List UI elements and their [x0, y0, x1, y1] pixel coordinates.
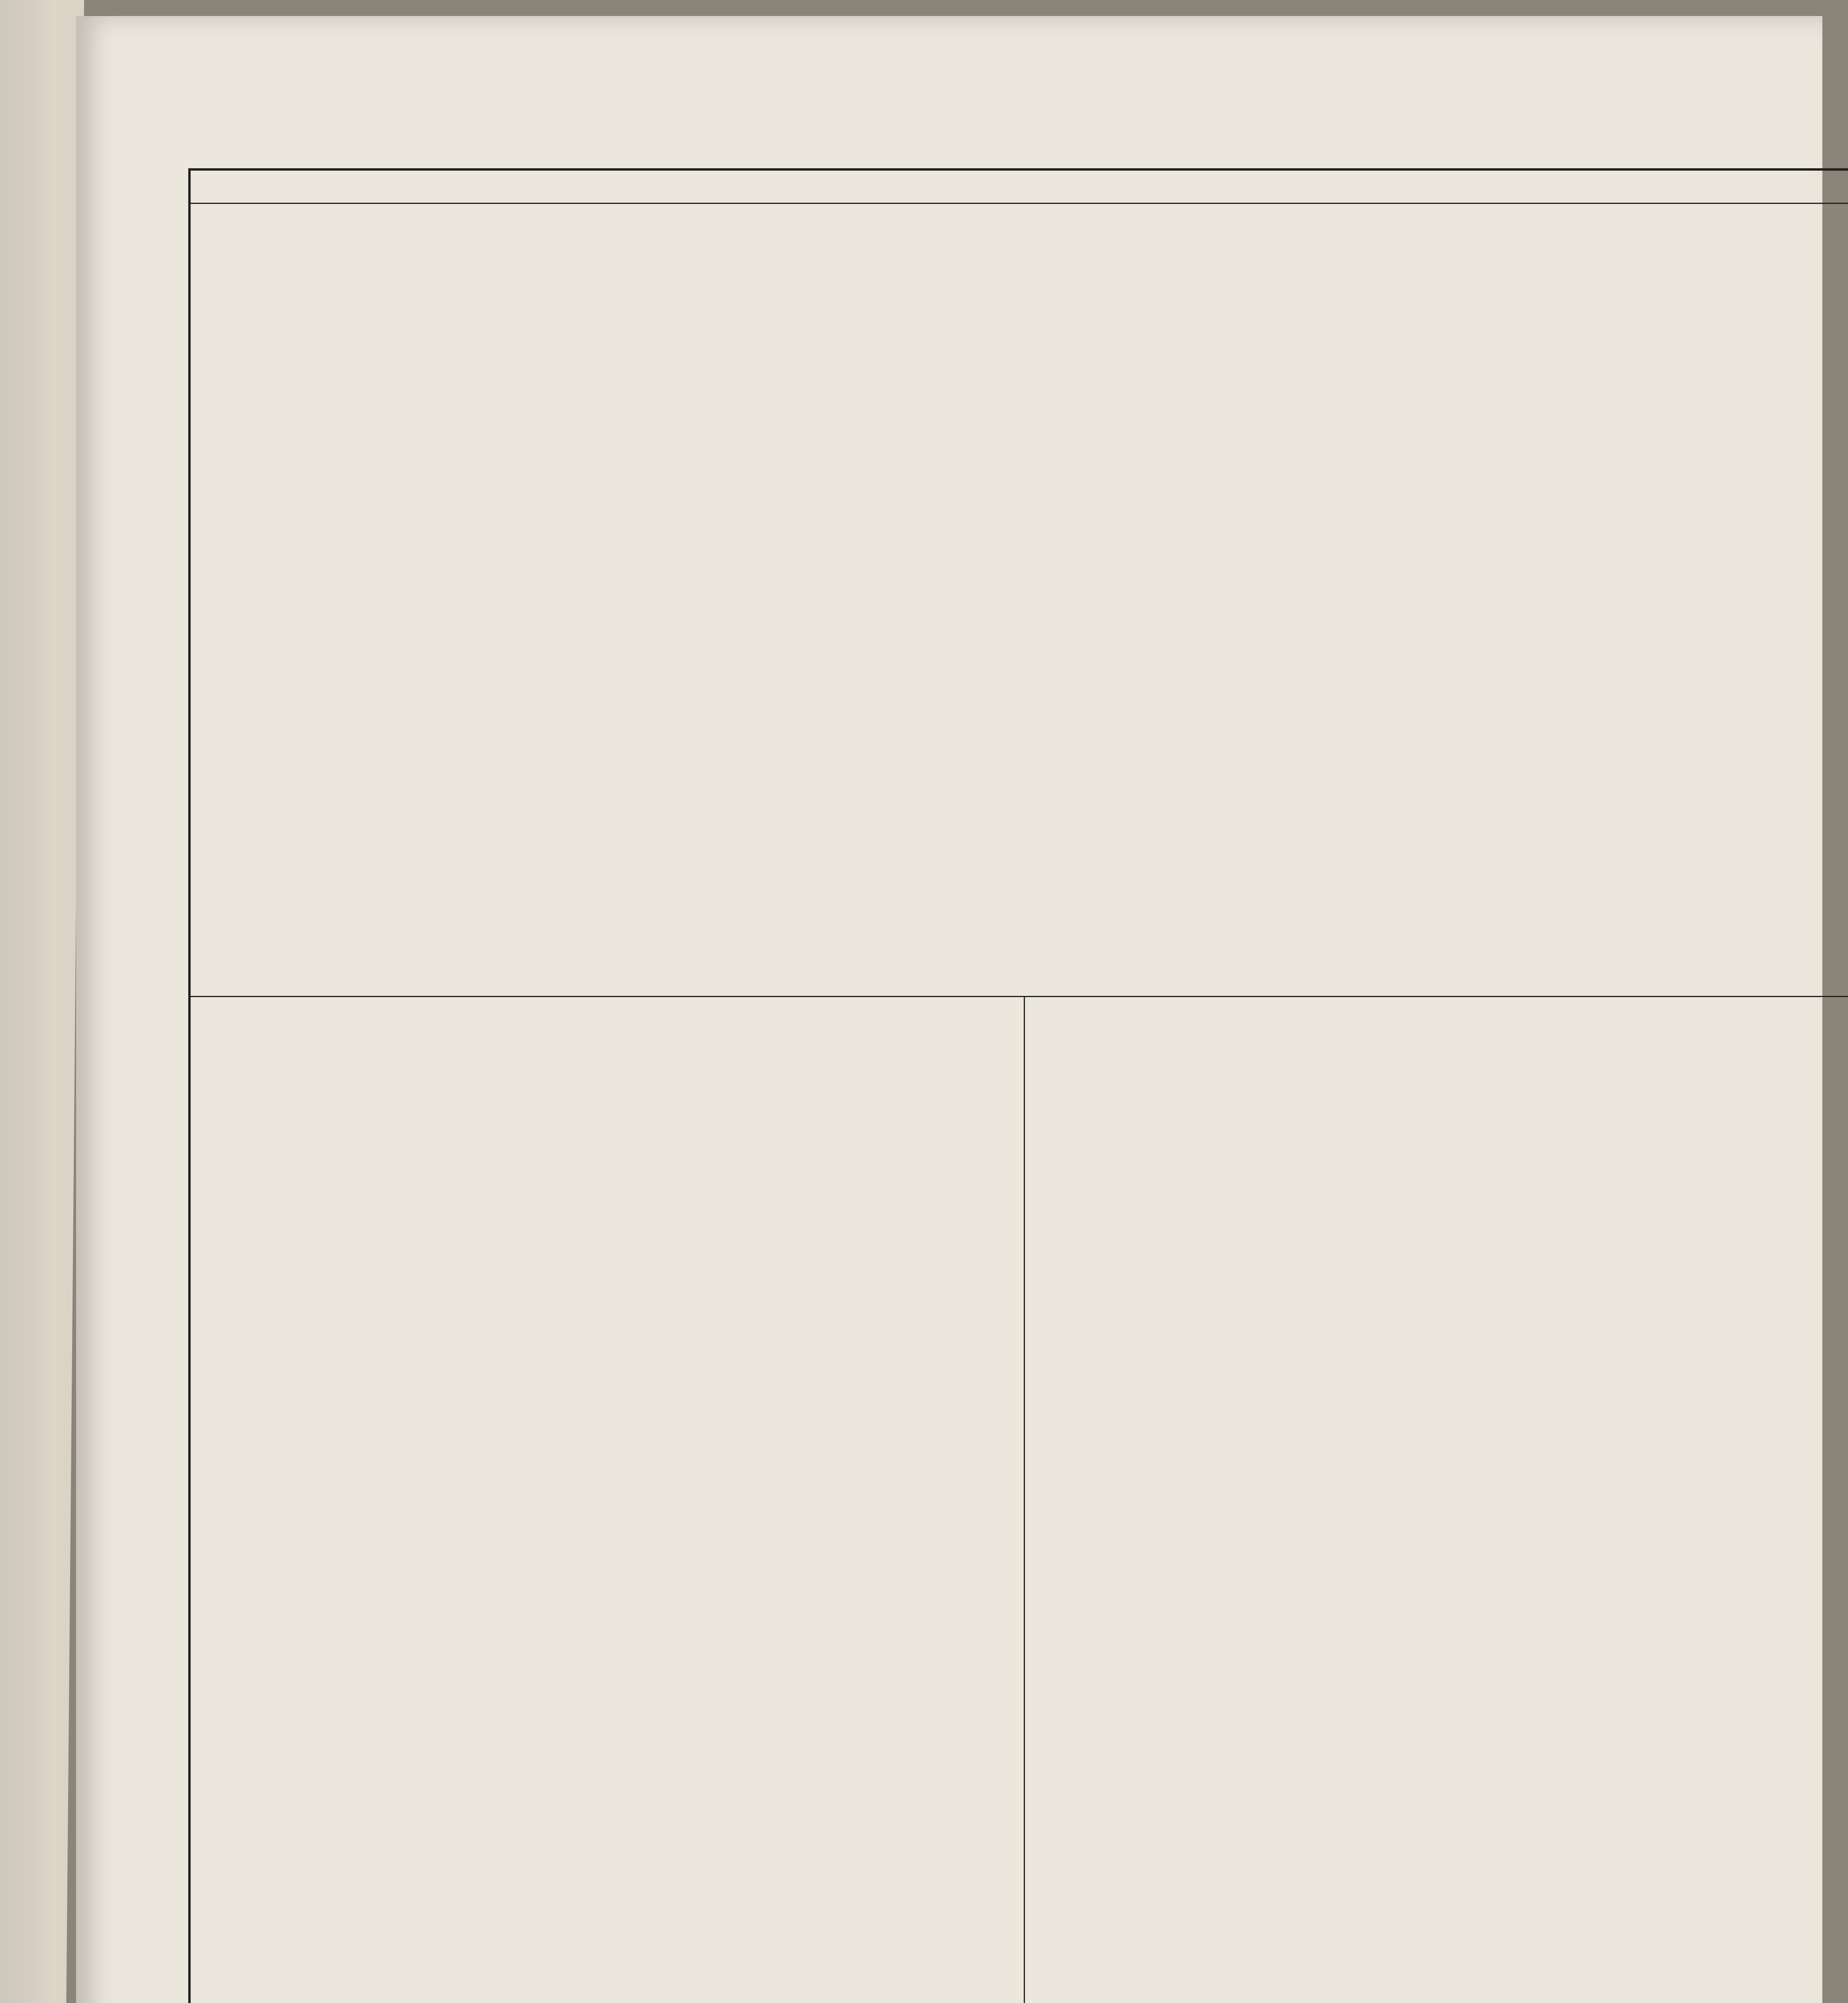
top-quotation-table: [191, 203, 1848, 997]
previous-page-edge: [0, 0, 84, 2003]
bottom-left-table: [191, 996, 1025, 2003]
page-sheet: [76, 16, 1822, 2003]
page-date-header: [191, 171, 1848, 204]
quotation-table-frame: [188, 168, 1848, 2003]
bottom-right-table: [1024, 996, 1848, 2003]
